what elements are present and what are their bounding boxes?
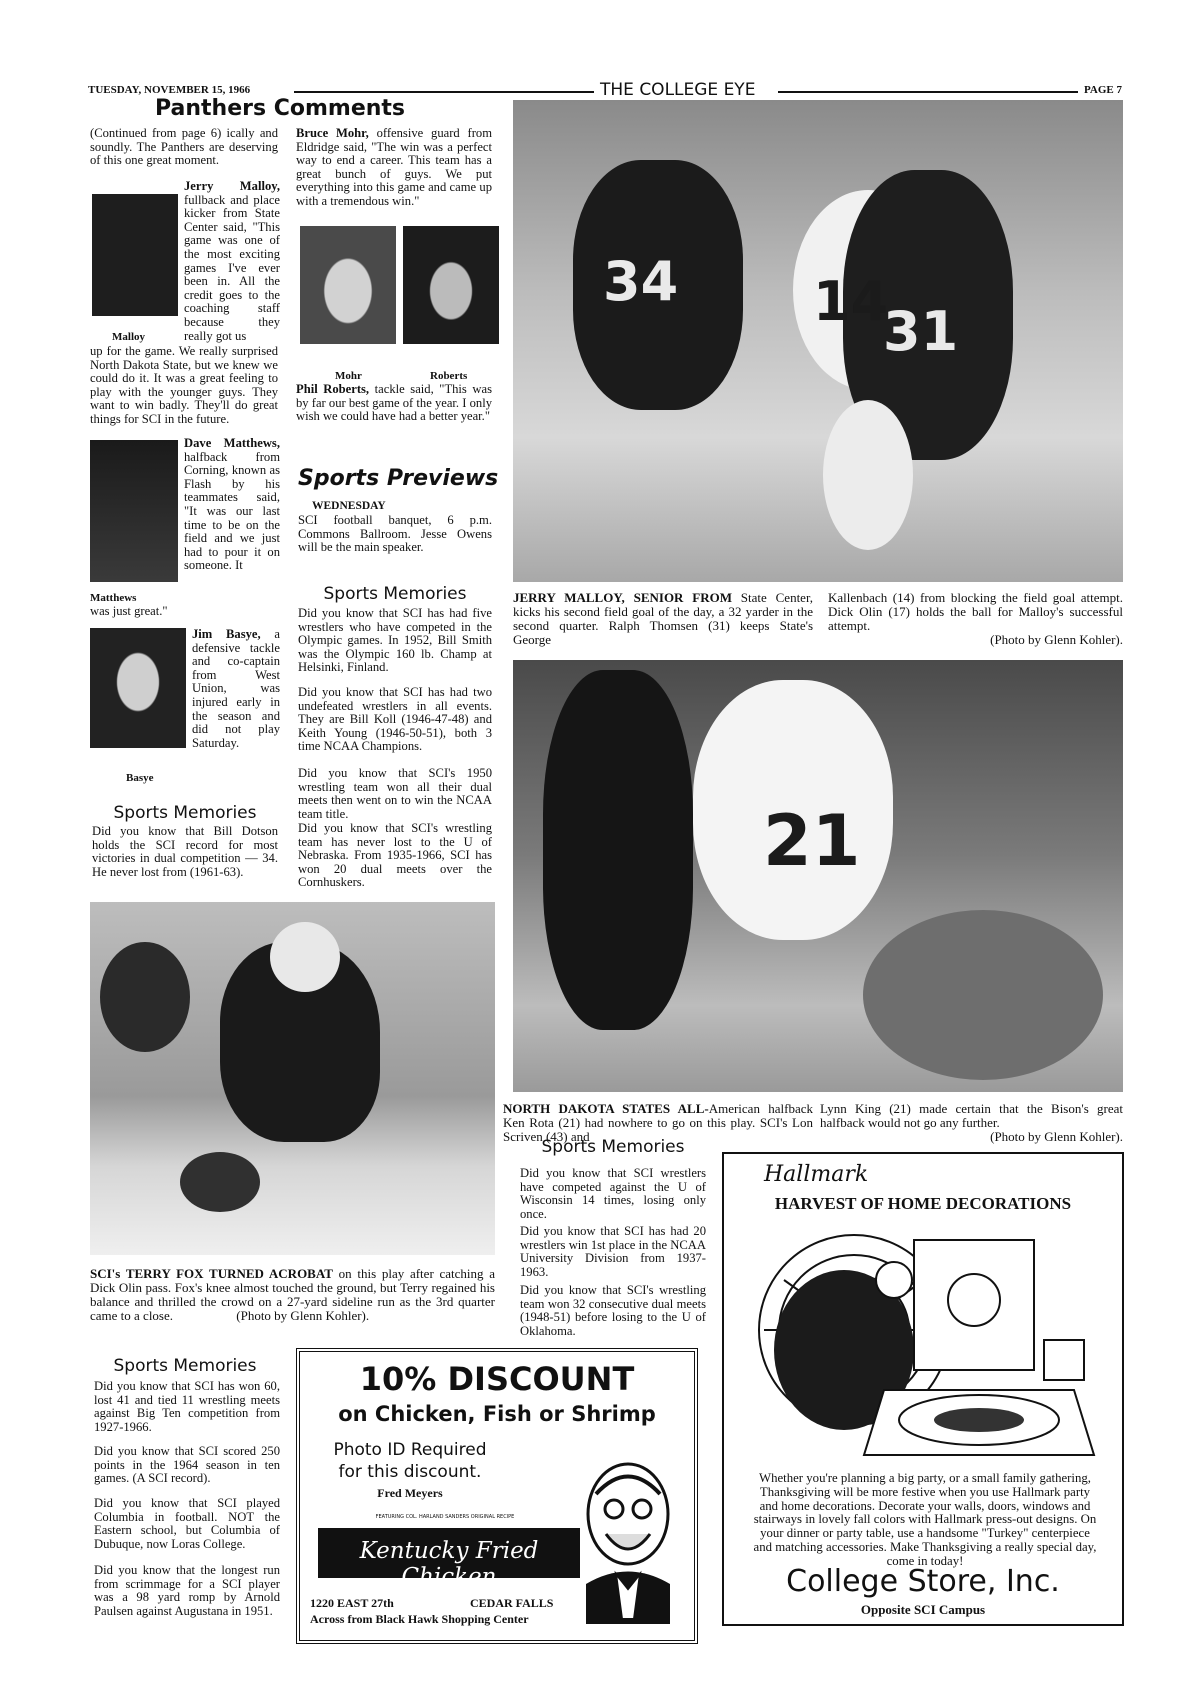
photo3-caption-text: on this play after catching a Dick Olin pass. Fox's knee almost touched the ground, but Terry regained his balance and thrilled the crowd on a 27-yard sideline run as the 3rd quarter came to a close.	[90, 1266, 495, 1323]
mohr-quote	[296, 127, 492, 209]
terry-fox-photo	[90, 902, 495, 1255]
photo1-credit: (Photo by Glenn Kohler).	[990, 632, 1123, 647]
matthews-quote-text: halfback from Corning, known as Flash by his teammates said, "It was our last time to be on the field and we just had to pour it on someone. It	[184, 449, 280, 573]
malloy-field-goal-photo	[513, 100, 1123, 582]
kfc-brand-banner	[318, 1528, 580, 1590]
mohr-quote-text: offensive guard from Eldridge said, "The win was a perfect way to end a career. This team has a great bunch of guys. We put everything into this game and came up with a tremendous win."	[296, 126, 492, 208]
previews-day: WEDNESDAY	[312, 500, 386, 512]
matthews-mugshot	[90, 440, 178, 582]
roberts-mugshot	[403, 226, 499, 344]
comments-intro	[90, 127, 278, 168]
hallmark-body: Whether you're planning a big party, or a small family gathering, Thanksgiving will be more festive when you use Hallmark party and home decorations. Decorate your walls, doors, windows and stairways in lovely fall colors with Hallmark press-out designs. On your dinner or party table, use a handsome "Turkey" centerpiece and matching accessories. Make Thanksgiving a really special day, come in today!	[753, 1471, 1097, 1568]
memories-b-heading: Sports Memories	[113, 803, 257, 823]
jersey-21: 21	[763, 800, 861, 882]
kfc-ad	[296, 1348, 698, 1644]
photo1-caption-text: State Center, kicks his second field goal of the day, a 32 yarder in the second quarter. Ralph Thomsen (31) keeps State's George	[513, 590, 814, 647]
memories-d-heading: Sports Memories	[113, 1356, 257, 1376]
memories-c-p1: Did you know that SCI wrestlers have competed against the U of Wisconsin 14 times, losing only once.	[520, 1166, 706, 1221]
kfc-for-discount: for this discount.	[338, 1462, 482, 1482]
photo3-credit: (Photo by Glenn Kohler).	[236, 1308, 370, 1323]
kfc-subheadline: on Chicken, Fish or Shrimp	[338, 1402, 656, 1426]
photo2-caption-text2: Lynn King (21) made certain that the Bison's great halfback would not go any further.	[820, 1101, 1123, 1130]
basye-quote	[192, 628, 280, 750]
basye-name: Jim Basye,	[192, 627, 261, 641]
photo1-caption-lead: JERRY MALLOY, SENIOR FROM	[513, 590, 732, 605]
memories-a-p1: Did you know that SCI has had five wrestlers who have competed in the Olympic games. In 1952, Bill Smith was the Olympic 160 lb. Champ at Helsinki, Finland.	[298, 606, 492, 675]
masthead-rule-right	[778, 91, 1078, 93]
memories-b-p1: Did you know that Bill Dotson holds the SCI record for most victories in dual competition — 34. He never lost from (1961-63).	[92, 824, 278, 879]
hallmark-store-location: Opposite SCI Campus	[860, 1602, 986, 1617]
kfc-headline: 10% DISCOUNT	[359, 1360, 635, 1398]
memories-d-p3: Did you know that SCI played Columbia in football. NOT the Eastern school, but Columbia of Dubuque, now Loras College.	[94, 1496, 280, 1551]
photo2-credit: (Photo by Glenn Kohler).	[990, 1129, 1123, 1144]
memories-d-p2: Did you know that SCI scored 250 points in the 1964 season in ten games. (A SCI record).	[94, 1444, 280, 1486]
photo2-caption-lead: NORTH DAKOTA STATES ALL-	[503, 1101, 709, 1116]
kfc-city: CEDAR FALLS	[470, 1596, 554, 1610]
basye-mugshot	[90, 628, 186, 748]
photo2-caption-right	[820, 1102, 1123, 1144]
masthead-rule-left	[294, 91, 594, 93]
photo3-caption	[90, 1267, 495, 1323]
photo3-caption-lead: SCI's TERRY FOX TURNED ACROBAT	[90, 1266, 333, 1281]
ken-rota-photo	[513, 660, 1123, 1092]
photo1-caption-text2: Kallenbach (14) from blocking the field goal attempt. Dick Olin (17) holds the ball for Malloy's successful attempt.	[828, 590, 1123, 633]
jersey-34: 34	[603, 250, 679, 313]
kfc-address: 1220 EAST 27th	[310, 1596, 394, 1610]
malloy-name: Jerry Malloy,	[184, 179, 280, 193]
malloy-quote-cont: up for the game. We really surprised North Dakota State, but we knew we could do it. It was a great feeling to play with the younger guys. They want to win badly. They'll do great things for SCI in the future.	[90, 344, 278, 426]
sports-previews-heading: Sports Previews	[298, 466, 499, 491]
kfc-featuring: FEATURING COL. HARLAND SANDERS ORIGINAL RECIPE	[375, 1514, 515, 1520]
memories-c-p3: Did you know that SCI's wrestling team won 32 consecutive dual meets (1948-51) before losing to the U of Oklahoma.	[520, 1283, 706, 1338]
paper-name: THE COLLEGE EYE	[600, 80, 756, 100]
memories-a-p3: Did you know that SCI's 1950 wrestling team won all their dual meets then went on to win the NCAA team title.	[298, 766, 492, 821]
roberts-quote-text: tackle said, "This was by far our best game of the year. I only wish we could have had a better year."	[296, 382, 492, 424]
memories-a-p4: Did you know that SCI's wrestling team has never lost to the U of Nebraska. From 1935-1966, SCI has won 20 dual meets over the Cornhuskers.	[298, 821, 492, 890]
matthews-quote-end: was just great."	[90, 604, 168, 618]
page-number: PAGE 7	[1084, 84, 1122, 96]
malloy-quote-text: fullback and place kicker from State Center said, "This game was one of the most exciting games I've ever been in. All the credit goes to the coaching staff because they really got us	[184, 192, 280, 343]
kfc-brand-name: Kentucky Fried Chicken	[359, 1538, 539, 1590]
jersey-14: 14	[813, 270, 889, 333]
hallmark-ad	[722, 1152, 1124, 1626]
colonel-sanders-illustration	[576, 1454, 680, 1624]
matthews-quote	[184, 437, 280, 573]
roberts-caption: Roberts	[430, 370, 468, 382]
memories-a-heading: Sports Memories	[323, 584, 467, 604]
malloy-caption: Malloy	[112, 331, 145, 343]
mohr-name: Bruce Mohr,	[296, 126, 369, 140]
mohr-mugshot	[300, 226, 396, 344]
basye-quote-text: a defensive tackle and co-captain from West Union, was injured early in the season and did not play Saturday.	[192, 627, 280, 750]
photo1-caption-right	[828, 591, 1123, 647]
hallmark-logo: Hallmark	[764, 1162, 869, 1187]
issue-date: TUESDAY, NOVEMBER 15, 1966	[88, 84, 251, 96]
memories-c-heading: Sports Memories	[541, 1137, 685, 1157]
previews-text: SCI football banquet, 6 p.m. Commons Ballroom. Jesse Owens will be the main speaker.	[298, 513, 492, 555]
hallmark-store-name: College Store, Inc.	[786, 1564, 1060, 1599]
turkey-illustration	[744, 1220, 1104, 1458]
mohr-caption: Mohr	[335, 370, 362, 382]
matthews-caption: Matthews	[90, 592, 137, 604]
malloy-mugshot	[92, 194, 178, 316]
memories-d-p4: Did you know that the longest run from scrimmage for a SCI player was a 98 yard romp by Arnold Paulsen against Augustana in 1951.	[94, 1563, 280, 1618]
kfc-across-from: Across from Black Hawk Shopping Center	[310, 1612, 529, 1626]
jersey-31: 31	[883, 300, 959, 363]
roberts-name: Phil Roberts,	[296, 382, 370, 396]
memories-c-p2: Did you know that SCI has had 20 wrestlers win 1st place in the NCAA University Division from 1937-1963.	[520, 1224, 706, 1279]
malloy-quote	[184, 180, 280, 343]
kfc-photo-id: Photo ID Required	[333, 1440, 487, 1460]
photo1-caption-left	[513, 591, 813, 647]
kfc-sponsor: Fred Meyers	[377, 1486, 443, 1500]
memories-d-p1: Did you know that SCI has won 60, lost 41 and tied 11 wrestling meets against Big Ten competition from 1927-1966.	[94, 1379, 280, 1434]
hallmark-headline: HARVEST OF HOME DECORATIONS	[774, 1194, 1072, 1213]
comments-p1: (Continued from page 6) ically and soundly. The Panthers are deserving of this one great moment.	[90, 126, 278, 168]
matthews-name: Dave Matthews,	[184, 436, 280, 450]
basye-caption: Basye	[126, 772, 154, 784]
memories-a-p2: Did you know that SCI has had two undefeated wrestlers in all events. They are Bill Koll (1946-47-48) and Keith Young (1946-50-51), both 3 time NCAA Champions.	[298, 685, 492, 754]
roberts-quote	[296, 383, 492, 424]
photo2-caption-text: American halfback Ken Rota (21) had nowhere to go on this play. SCI's Lon Scriven (43) and	[503, 1101, 813, 1144]
panthers-comments-heading: Panthers Comments	[154, 96, 406, 121]
